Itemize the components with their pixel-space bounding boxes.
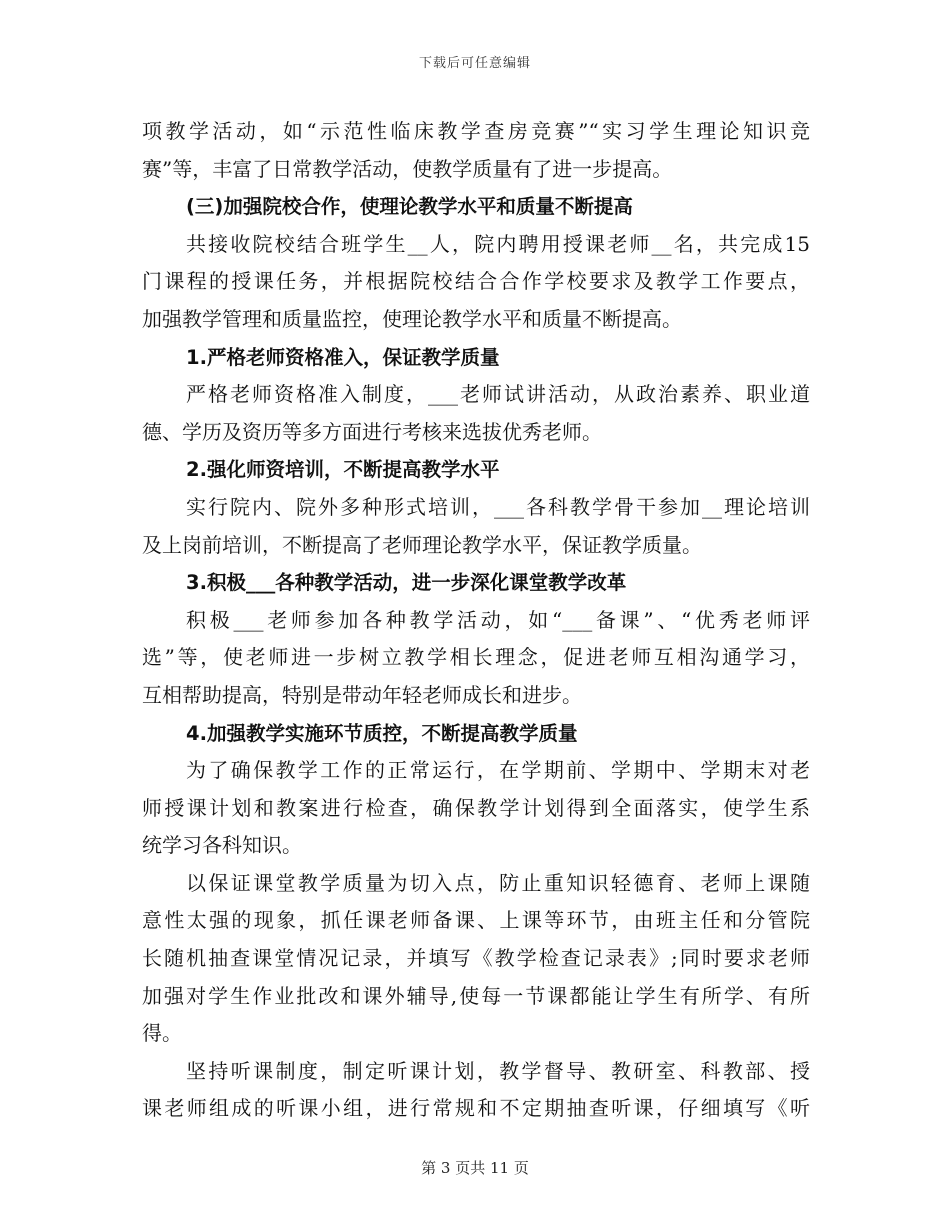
document-body (142, 113, 810, 1128)
paragraph-line: 积极___老师参加各种教学活动，如“___备课”、“优秀老师评 (186, 607, 810, 632)
paragraph-line: 互相帮助提高，特别是带动年轻老师成长和进步。 (142, 682, 582, 707)
section-heading: 4.加强教学实施环节质控，不断提高教学质量 (186, 721, 578, 745)
paragraph-line: 实行院内、院外多种形式培训，___各科教学骨干参加__理论培训 (186, 494, 810, 519)
paragraph-line: 得。 (142, 1021, 182, 1046)
paragraph-line: 赛”等，丰富了日常教学活动，使教学质量有了进一步提高。 (142, 156, 673, 181)
section-heading: 2.强化师资培训，不断提高教学水平 (186, 458, 500, 482)
paragraph-line: 长随机抽查课堂情况记录，并填写《教学检查记录表》;同时要求老师 (142, 946, 810, 971)
paragraph-line: 统学习各科知识。 (142, 833, 302, 858)
paragraph-line: 师授课计划和教案进行检查，确保教学计划得到全面落实，使学生系 (142, 795, 810, 820)
paragraph-line: 课老师组成的听课小组，进行常规和不定期抽查听课，仔细填写《听 (142, 1096, 810, 1121)
paragraph-line: 严格老师资格准入制度，___老师试讲活动，从政治素养、职业道 (186, 382, 810, 407)
paragraph-line: 意性太强的现象，抓任课老师备课、上课等环节，由班主任和分管院 (142, 908, 810, 933)
paragraph-line: 共接收院校结合班学生__人，院内聘用授课老师__名，共完成15 (186, 231, 810, 256)
paragraph-line: 为了确保教学工作的正常运行，在学期前、学期中、学期末对老 (186, 758, 810, 783)
section-heading: 3.积极___各种教学活动，进一步深化课堂教学改革 (186, 571, 627, 595)
paragraph-line: 德、学历及资历等多方面进行考核来选拔优秀老师。 (142, 419, 602, 444)
paragraph-line: 及上岗前培训，不断提高了老师理论教学水平，保证教学质量。 (142, 532, 702, 557)
paragraph-line: 坚持听课制度，制定听课计划，教学督导、教研室、科教部、授 (186, 1058, 810, 1083)
paragraph-line: 选”等，使老师进一步树立教学相长理念，促进老师互相沟通学习， (142, 645, 810, 670)
paragraph-line: 加强教学管理和质量监控，使理论教学水平和质量不断提高。 (142, 306, 682, 331)
page-header: 下载后可任意编辑 (418, 56, 531, 71)
paragraph-line: 加强对学生作业批改和课外辅导,使每一节课都能让学生有所学、有所 (142, 983, 810, 1008)
paragraph-line: 以保证课堂教学质量为切入点，防止重知识轻德育、老师上课随 (186, 870, 810, 895)
section-heading: 1.严格老师资格准入，保证教学质量 (186, 345, 500, 369)
paragraph-line: 门课程的授课任务，并根据院校结合合作学校要求及教学工作要点， (142, 269, 810, 294)
page-number-footer: 第 3 页共 11 页 (421, 1159, 529, 1177)
paragraph-line: 项教学活动，如“示范性临床教学查房竞赛”“实习学生理论知识竞 (142, 119, 810, 143)
section-heading: (三)加强院校合作，使理论教学水平和质量不断提高 (186, 195, 633, 219)
